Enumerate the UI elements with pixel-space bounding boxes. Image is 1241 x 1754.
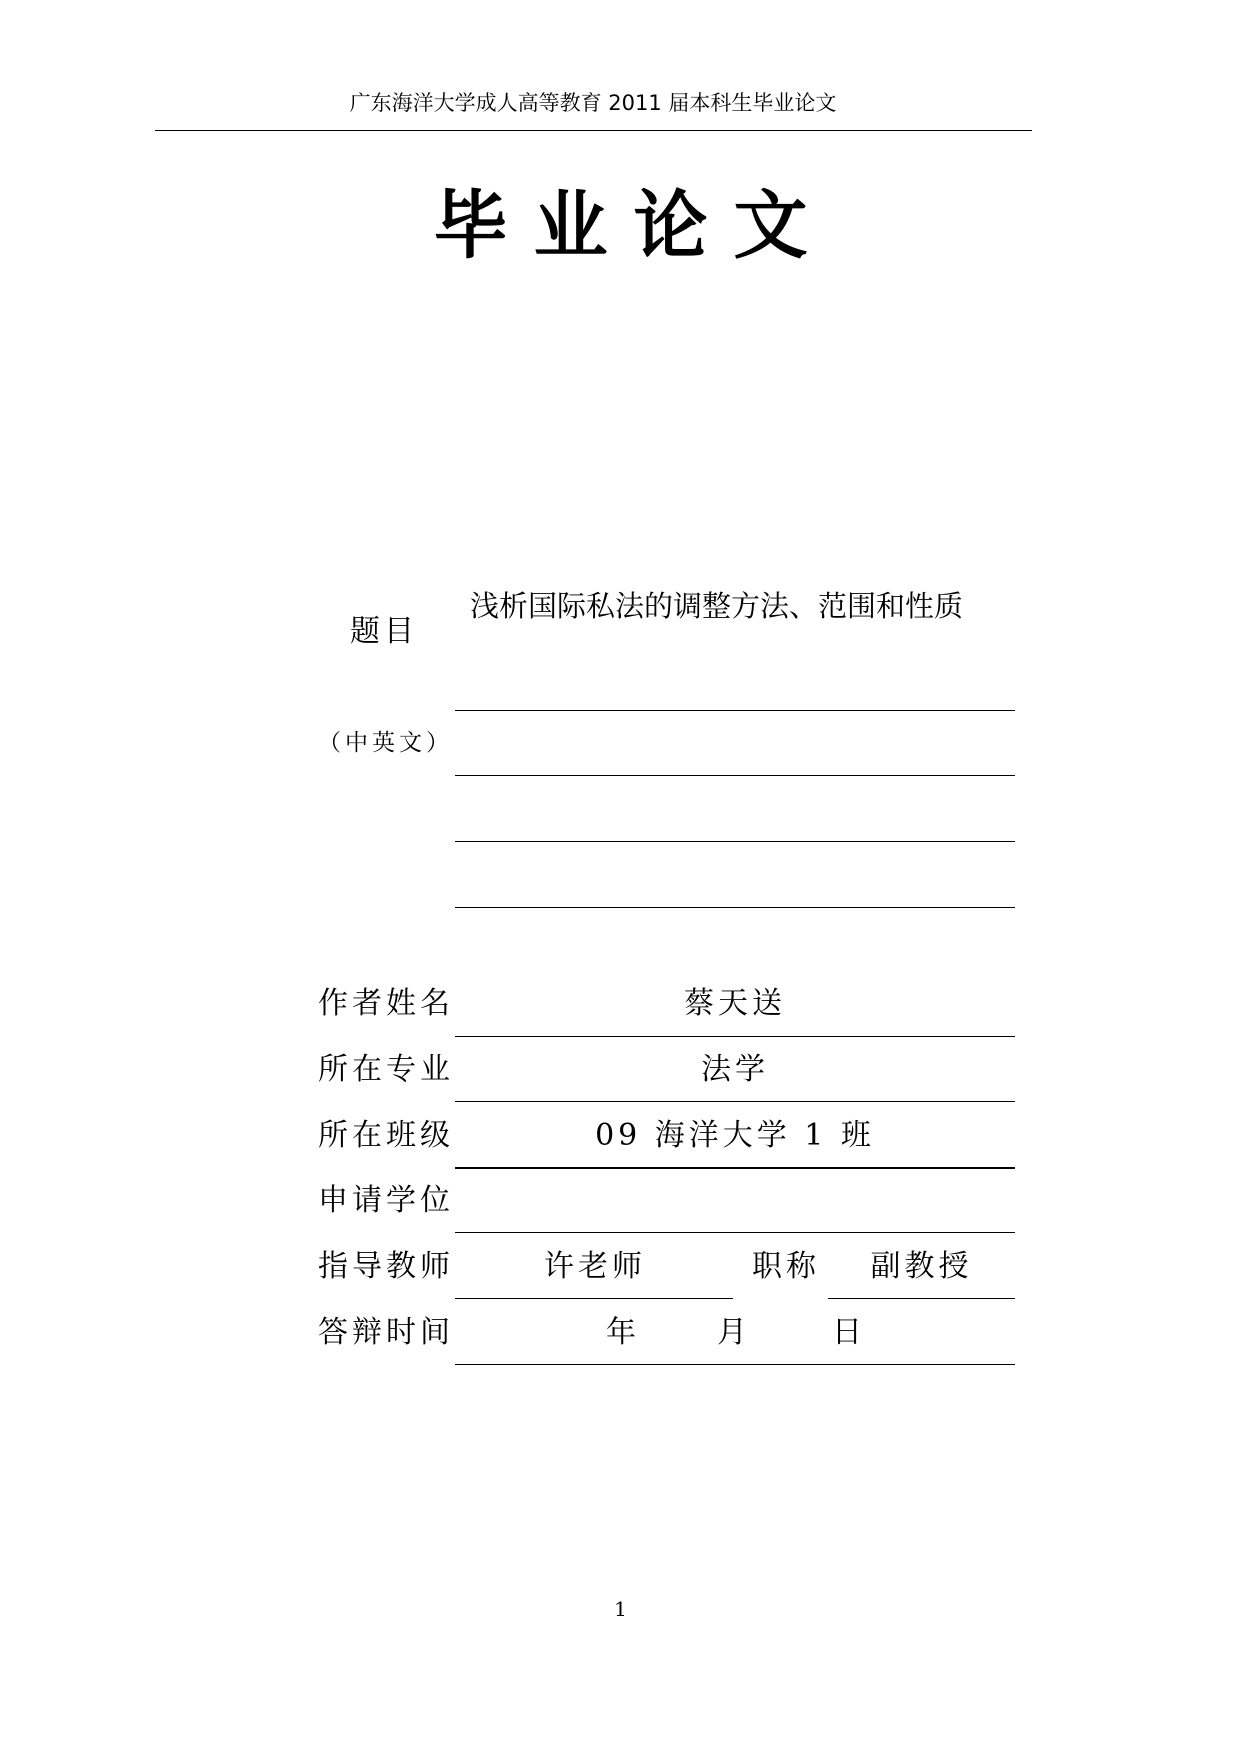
class-value: 09 海洋大学 1 班 xyxy=(595,1118,875,1153)
class-line xyxy=(455,1167,1015,1169)
advisor-value: 许老师 xyxy=(544,1249,646,1284)
advisor-label: 指导教师 xyxy=(318,1249,454,1284)
topic-sublabel: （中英文） xyxy=(318,730,453,756)
advisor-title-label: 职称 xyxy=(752,1249,820,1284)
degree-label: 申请学位 xyxy=(318,1183,454,1218)
major-label: 所在专业 xyxy=(318,1052,454,1087)
advisor-title-value: 副教授 xyxy=(870,1249,973,1284)
major-line xyxy=(455,1101,1015,1102)
advisor-line xyxy=(455,1298,733,1299)
author-line xyxy=(455,1036,1015,1037)
page-number: 1 xyxy=(614,1597,627,1621)
defense-month: 月 xyxy=(717,1315,751,1350)
topic-label: 题目 xyxy=(350,614,418,649)
running-header: 广东海洋大学成人高等教育 2011 届本科生毕业论文 xyxy=(349,91,837,115)
author-label: 作者姓名 xyxy=(318,986,454,1021)
defense-label: 答辩时间 xyxy=(318,1315,454,1350)
defense-day: 日 xyxy=(832,1315,866,1350)
header-rule xyxy=(155,130,1032,131)
defense-year: 年 xyxy=(606,1315,640,1350)
topic-line-3 xyxy=(455,841,1015,842)
topic-line-1 xyxy=(455,710,1015,711)
author-value: 蔡天送 xyxy=(684,986,786,1021)
class-label: 所在班级 xyxy=(318,1118,454,1153)
defense-line xyxy=(455,1364,1015,1365)
major-value: 法学 xyxy=(701,1052,769,1087)
topic-value: 浅析国际私法的调整方法、范围和性质 xyxy=(470,589,964,623)
degree-line xyxy=(455,1232,1015,1233)
topic-line-2 xyxy=(455,775,1015,776)
document-title: 毕业论文 xyxy=(433,183,834,269)
topic-line-4 xyxy=(455,907,1015,908)
advisor-title-line xyxy=(828,1298,1015,1299)
